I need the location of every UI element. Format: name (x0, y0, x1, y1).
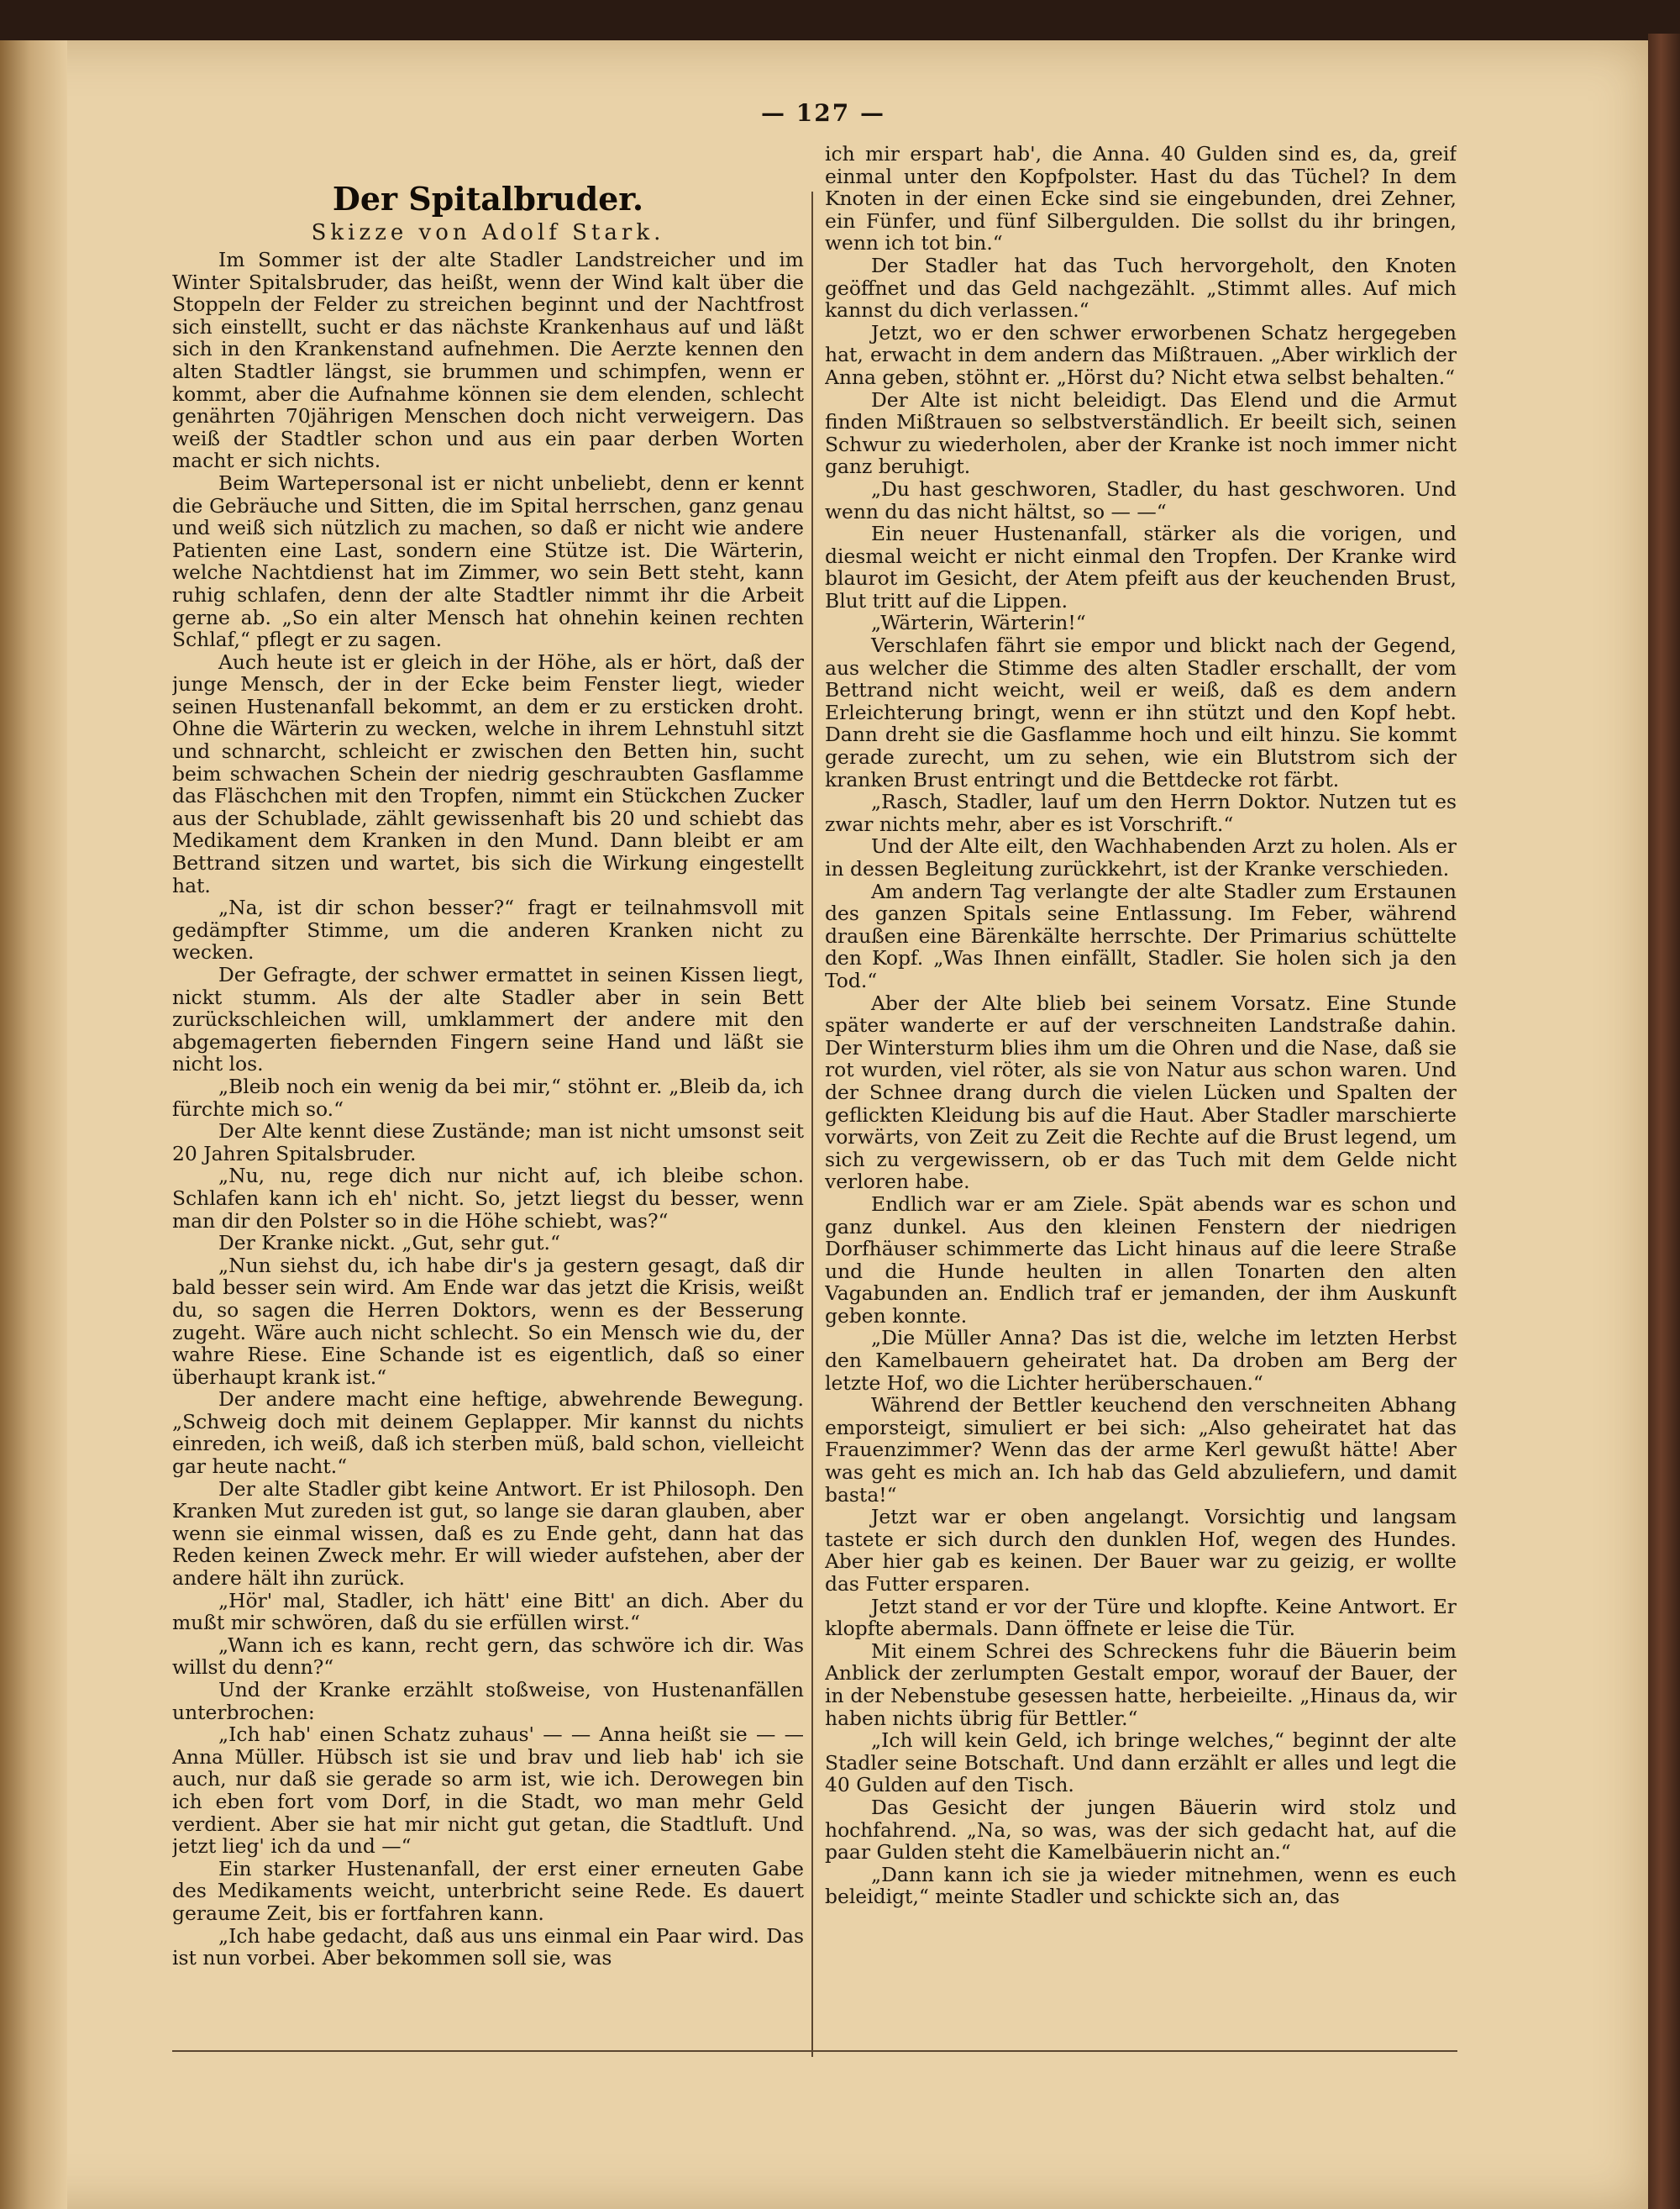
paragraph: Ein starker Hustenanfall, der erst einer erneuten Gabe des Medikaments weicht, unterbricht seine Rede. Es dauert geraume Zeit, bis er fortfahren kann. (172, 1856, 804, 1925)
paragraph: Im Sommer ist der alte Stadler Landstreicher und im Winter Spitalsbruder, das heißt, wenn der Wind kalt über die Stoppeln der Felder zu streichen beginnt und der Nachtfrost sich einstellt, sucht er das nächste Krankenhaus auf und läßt sich in den Krankenstand aufnehmen. Die Aerzte kennen den alten Stadtler längst, sie brummen und schimpfen, wenn er kommt, aber die Aufnahme können sie dem elenden, schlecht genährten 70jährigen Menschen doch nicht verweigern. Das weiß der Stadtler schon und aus ein paar derben Worten macht er sich nichts. (172, 248, 804, 473)
page-gutter-shadow (0, 40, 67, 2209)
article-title: Der Spitalbruder. (332, 180, 644, 218)
paragraph: „Nu, nu, rege dich nur nicht auf, ich bleibe schon. Schlafen kann ich eh' nicht. So, jetzt liegst du besser, wenn man dir den Polster so in die Höhe schiebt, was?“ (172, 1164, 804, 1233)
paragraph: „Nun siehst du, ich habe dir's ja gestern gesagt, daß dir bald besser sein wird. Am Ende war das jetzt die Krisis, weißt du, so sagen die Herren Doktors, wenn es der Besserung zugeht. Wäre auch nicht schlecht. So ein Mensch wie du, der wahre Riese. Eine Schande ist es eigentlich, daß so einer überhaupt krank ist.“ (172, 1253, 804, 1389)
paragraph: Mit einem Schrei des Schreckens fuhr die Bäuerin beim Anblick der zerlumpten Gestalt empor, worauf der Bauer, der in der Nebenstube gesessen hatte, herbeieilte. „Hinaus da, wir haben nichts übrig für Bettler.“ (825, 1638, 1457, 1730)
column-divider (811, 192, 813, 2057)
article-byline: Skizze von Adolf Stark. (311, 220, 665, 245)
paragraph: Jetzt stand er vor der Türe und klopfte. Keine Antwort. Er klopfte abermals. Dann öffnete er leise die Tür. (825, 1594, 1457, 1641)
paragraph: „Ich will kein Geld, ich bringe welches,“ beginnt der alte Stadler seine Botschaft. Und dann erzählt er alles und legt die 40 Gulden auf den Tisch. (825, 1728, 1457, 1797)
paragraph: Ein neuer Hustenanfall, stärker als die vorigen, und diesmal weicht er nicht einmal den Tropfen. Der Kranke wird blaurot im Gesicht, der Atem pfeift aus der keuchenden Brust, Blut tritt auf die Lippen. (825, 522, 1457, 613)
paragraph: Der Kranke nickt. „Gut, sehr gut.“ (218, 1231, 560, 1255)
paragraph: Der Gefragte, der schwer ermattet in seinen Kissen liegt, nickt stumm. Als der alte Stadler aber in sein Bett zurückschleichen will, umklammert der andere mit den abgemagerten fiebernden Fingern seine Hand und läßt sie nicht los. (172, 963, 804, 1076)
paragraph: „Du hast geschworen, Stadler, du hast geschworen. Und wenn du das nicht hältst, so — —“ (825, 476, 1457, 523)
paragraph: Und der Alte eilt, den Wachhabenden Arzt zu holen. Als er in dessen Begleitung zurückkehrt, ist der Kranke verschieden. (825, 834, 1457, 881)
paragraph: Aber der Alte blieb bei seinem Vorsatz. Eine Stunde später wanderte er auf der verschneiten Landstraße dahin. Der Wintersturm blies ihm um die Ohren und die Nase, daß sie rot wurden, viel röter, als sie von Natur aus schon waren. Und der Schnee drang durch die vielen Lücken und Spalten der geflickten Kleidung bis auf die Haut. Aber Stadler marschierte vorwärts, von Zeit zu Zeit die Rechte auf die Brust legend, um sich zu vergewissern, ob er das Tuch mit dem Gelde nicht verloren habe. (825, 991, 1457, 1194)
paragraph: Der Alte ist nicht beleidigt. Das Elend und die Armut finden Mißtrauen so selbstverständlich. Er beeilt sich, seinen Schwur zu wiederholen, aber der Kranke ist noch immer nicht ganz beruhigt. (825, 387, 1457, 479)
paragraph: Der Alte kennt diese Zustände; man ist nicht umsonst seit 20 Jahren Spitalsbruder. (172, 1119, 804, 1165)
paragraph: Jetzt war er oben angelangt. Vorsichtig und langsam tastete er sich durch den dunklen Hof, wegen des Hundes. Aber hier gab es keinen. Der Bauer war zu geizig, er wollte das Futter ersparen. (825, 1505, 1457, 1596)
page-number: — 127 — (761, 99, 885, 127)
paragraph: „Hör' mal, Stadler, ich hätt' eine Bitt' an dich. Aber du mußt mir schwören, daß du sie erfüllen wirst.“ (172, 1588, 804, 1635)
paragraph: „Ich habe gedacht, daß aus uns einmal ein Paar wird. Das ist nun vorbei. Aber bekommen soll sie, was (172, 1923, 804, 1970)
paragraph: „Wann ich es kann, recht gern, das schwöre ich dir. Was willst du denn?“ (172, 1633, 804, 1680)
paragraph: Am andern Tag verlangte der alte Stadler zum Erstaunen des ganzen Spitals seine Entlassung. Im Feber, während draußen eine Bärenkälte herrschte. Der Primarius schüttelte den Kopf. „Was Ihnen einfällt, Stadler. Sie holen sich ja den Tod.“ (825, 879, 1457, 992)
paragraph: ich mir erspart hab', die Anna. 40 Gulden sind es, da, greif einmal unter den Kopfpolster. Hast du das Tüchel? In dem Knoten in der einen Ecke sind sie eingebunden, drei Zehner, ein Fünfer, und fünf Silbergulden. Die sollst du ihr bringen, wenn ich tot bin.“ (825, 143, 1457, 255)
paragraph: „Wärterin, Wärterin!“ (871, 611, 1086, 635)
paragraph: Endlich war er am Ziele. Spät abends war es schon und ganz dunkel. Aus den kleinen Fenstern der niedrigen Dorfhäuser schimmerte das Licht hinaus auf die leere Straße und die Hunde heulten in allen Tonarten den alten Vagabunden an. Endlich traf er jemanden, der ihm Auskunft geben konnte. (825, 1191, 1457, 1328)
paragraph: Das Gesicht der jungen Bäuerin wird stolz und hochfahrend. „Na, so was, was der sich gedacht hat, auf die paar Gulden steht die Kamelbäuerin nicht an.“ (825, 1795, 1457, 1865)
book-page (0, 40, 1648, 2209)
paragraph: Verschlafen fährt sie empor und blickt nach der Gegend, aus welcher die Stimme des alten Stadler erschallt, der vom Bettrand nicht weicht, weil er weiß, daß es dem andern Erleichterung bringt, wenn er ihn stützt und den Kopf hebt. Dann dreht sie die Gasflamme hoch und eilt hinzu. Sie kommt gerade zurecht, um zu sehen, wie ein Blutstrom sich der kranken Brust entringt und die Bettdecke rot färbt. (825, 634, 1457, 792)
paragraph: Auch heute ist er gleich in der Höhe, als er hört, daß der junge Mensch, der in der Ecke beim Fenster liegt, wieder seinen Hustenanfall bekommt, an dem er zu ersticken droht. Ohne die Wärterin zu wecken, welche in ihrem Lehnstuhl sitzt und schnarcht, schleicht er zwischen den Betten hin, sucht beim schwachen Schein der niedrig geschraubten Gasflamme das Fläschchen mit den Tropfen, nimmt ein Stückchen Zucker aus der Schublade, zählt gewissenhaft bis 20 und schiebt das Medikament dem Kranken in den Mund. Dann bleibt er am Bettrand sitzen und wartet, bis sich die Wirkung eingestellt hat. (172, 650, 804, 897)
left-column (172, 143, 804, 2050)
paragraph: „Dann kann ich sie ja wieder mitnehmen, wenn es euch beleidigt,“ meinte Stadler und schickte sich an, das (825, 1862, 1457, 1909)
right-column (825, 143, 1457, 2050)
book-cover-edge (1648, 34, 1680, 2209)
paragraph: Jetzt, wo er den schwer erworbenen Schatz hergegeben hat, erwacht in dem andern das Mißtrauen. „Aber wirklich der Anna geben, stöhnt er. „Hörst du? Nicht etwa selbst behalten.“ (825, 320, 1457, 389)
paragraph: Beim Wartepersonal ist er nicht unbeliebt, denn er kennt die Gebräuche und Sitten, die im Spital herrschen, ganz genau und weiß sich nützlich zu machen, so daß er nicht wie andere Patienten eine Last, sondern eine Stütze ist. Die Wärterin, welche Nachtdienst hat im Zimmer, wo sein Bett steht, kann ruhig schlafen, denn der alte Stadtler nimmt ihr die Arbeit gerne ab. „So ein alter Mensch hat ohnehin keinen rechten Schlaf,“ pflegt er zu sagen. (172, 471, 804, 652)
paragraph: Der andere macht eine heftige, abwehrende Bewegung. „Schweig doch mit deinem Geplapper. Mir kannst du nichts einreden, ich weiß, daß ich sterben müß, bald schon, vielleicht gar heute nacht.“ (172, 1387, 804, 1479)
paragraph: Der alte Stadler gibt keine Antwort. Er ist Philosoph. Den Kranken Mut zureden ist gut, so lange sie daran glauben, aber wenn sie einmal wissen, daß es zu Ende geht, dann hat das Reden keinen Zweck mehr. Er will wieder aufstehen, aber der andere hält ihn zurück. (172, 1476, 804, 1591)
bottom-rule (172, 2050, 1457, 2052)
paragraph: „Die Müller Anna? Das ist die, welche im letzten Herbst den Kamelbauern geheiratet hat. Da droben am Berg der letzte Hof, wo die Lichter herüberschauen.“ (825, 1326, 1457, 1395)
paragraph: „Na, ist dir schon besser?“ fragt er teilnahmsvoll mit gedämpfter Stimme, um die anderen Kranken nicht zu wecken. (172, 896, 804, 965)
paragraph: Der Stadler hat das Tuch hervorgeholt, den Knoten geöffnet und das Geld nachgezählt. „Stimmt alles. Auf mich kannst du dich verlassen.“ (825, 253, 1457, 323)
paragraph: „Ich hab' einen Schatz zuhaus' — — Anna heißt sie — — Anna Müller. Hübsch ist sie und brav und lieb hab' ich sie auch, nur daß sie gerade so arm ist, wie ich. Derowegen bin ich eben fort vom Dorf, in die Stadt, wo man mehr Geld verdient. Aber sie hat mir nicht gut getan, die Stadtluft. Und jetzt lieg' ich da und —“ (172, 1722, 804, 1859)
paragraph: Und der Kranke erzählt stoßweise, von Hustenanfällen unterbrochen: (172, 1678, 804, 1724)
paragraph: „Rasch, Stadler, lauf um den Herrn Doktor. Nutzen tut es zwar nichts mehr, aber es ist Vorschrift.“ (825, 790, 1457, 836)
paragraph: Während der Bettler keuchend den verschneiten Abhang emporsteigt, simuliert er bei sich: „Also geheiratet hat das Frauenzimmer? Wenn das der arme Kerl gewußt hätte! Aber was geht es mich an. Ich hab das Geld abzuliefern, und damit basta!“ (825, 1393, 1457, 1507)
paragraph: „Bleib noch ein wenig da bei mir,“ stöhnt er. „Bleib da, ich fürchte mich so.“ (172, 1074, 804, 1121)
